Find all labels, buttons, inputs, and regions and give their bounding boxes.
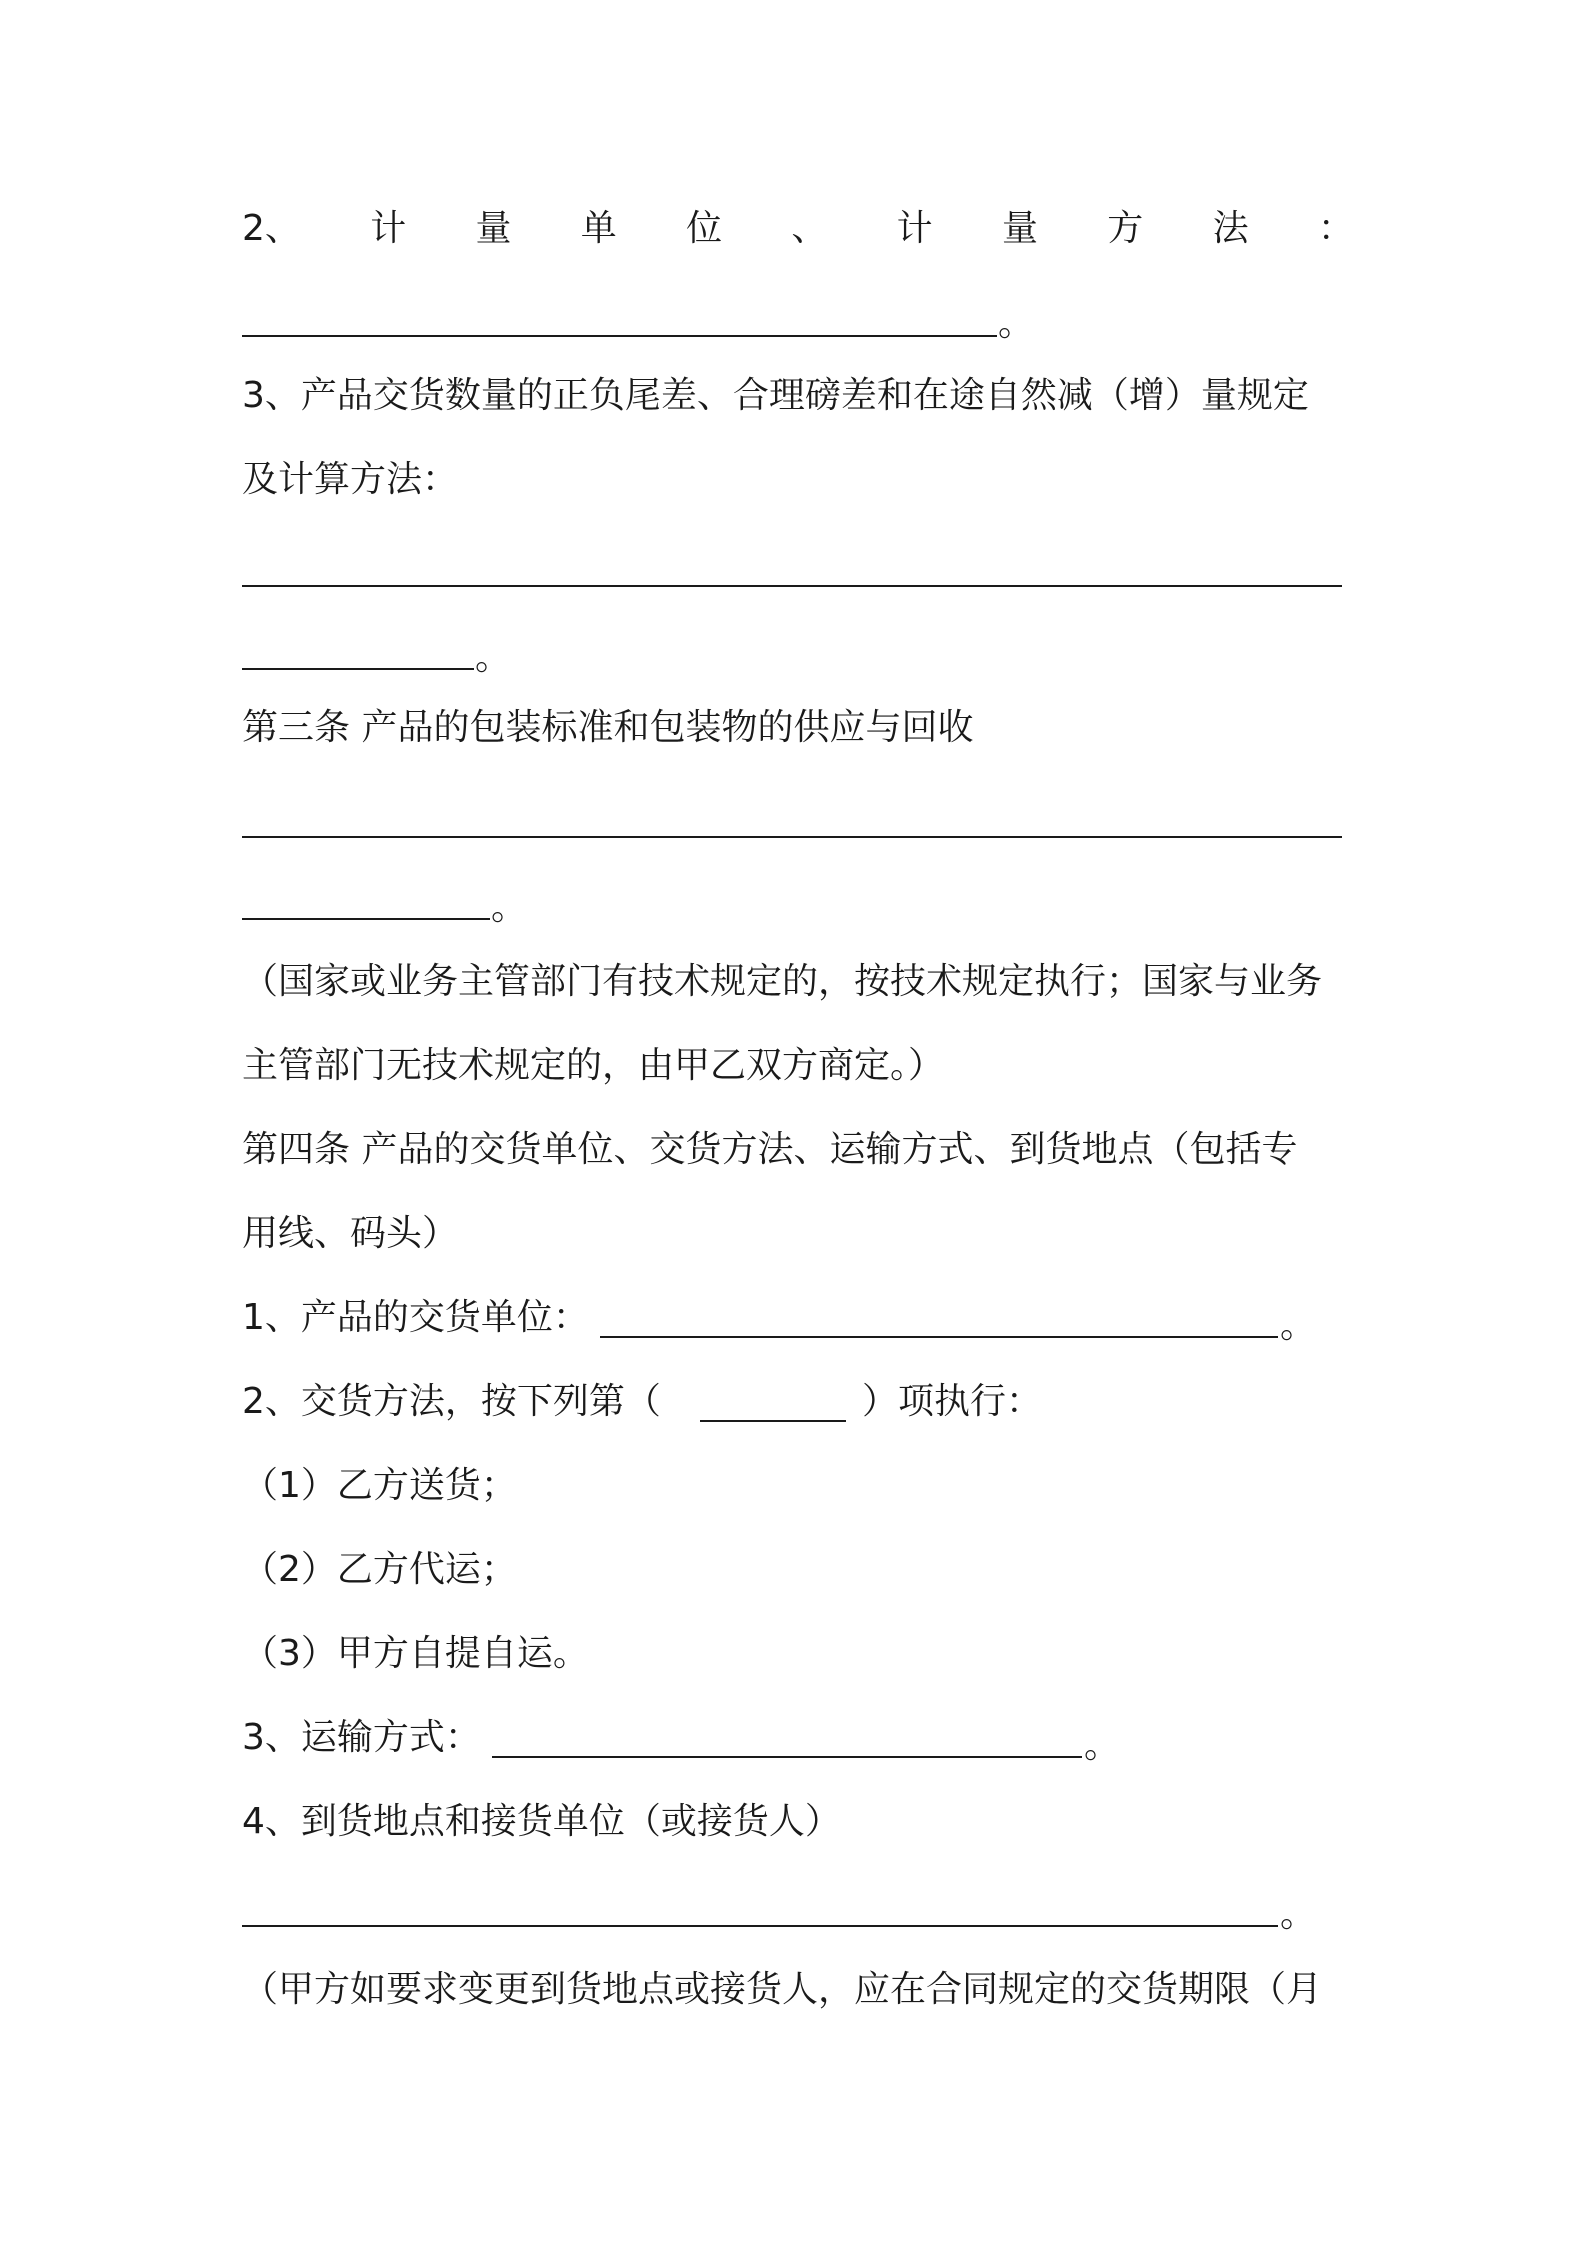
article-4-heading-line-1: 第四条 产品的交货单位、交货方法、运输方式、到货地点（包括专 (242, 1129, 1298, 1170)
heading-char: 位 (686, 208, 723, 249)
delivery-unit-label: 1、产品的交货单位： (242, 1297, 589, 1338)
packaging-note-line-2: 主管部门无技术规定的，由甲乙双方商定。） (242, 1045, 945, 1086)
heading-char: 量 (475, 208, 512, 249)
delivery-option-3: （3）甲方自提自运。 (242, 1633, 589, 1674)
article-4-heading-line-2: 用线、码头） (242, 1213, 459, 1254)
heading-char: 、 (791, 208, 828, 249)
measurement-method-blank[interactable] (242, 335, 997, 337)
period: 。 (1280, 1305, 1317, 1346)
calculation-method-label: 及计算方法： (242, 459, 459, 500)
change-destination-note: （甲方如要求变更到货地点或接货人，应在合同规定的交货期限（月 (242, 1969, 1323, 2010)
transport-method-label: 3、运输方式： (242, 1717, 481, 1758)
article-3-heading: 第三条 产品的包装标准和包装物的供应与回收 (242, 707, 974, 748)
heading-char: 方 (1107, 208, 1144, 249)
period: 。 (1280, 1894, 1317, 1935)
quantity-tolerance-text: 3、产品交货数量的正负尾差、合理磅差和在途自然减（增）量规定 (242, 375, 1309, 416)
delivery-option-2: （2）乙方代运； (242, 1549, 517, 1590)
delivery-option-1: （1）乙方送货； (242, 1465, 517, 1506)
destination-label: 4、到货地点和接货单位（或接货人） (242, 1801, 841, 1842)
measurement-unit-heading (242, 205, 1354, 253)
heading-char: 计 (896, 208, 933, 249)
heading-char: 计 (370, 208, 407, 249)
packaging-blank-2[interactable] (242, 918, 490, 920)
heading-char: 法 (1212, 208, 1249, 249)
packaging-note-line-1: （国家或业务主管部门有技术规定的，按技术规定执行；国家与业务 (242, 961, 1323, 1002)
period: 。 (1084, 1725, 1121, 1766)
packaging-blank-1[interactable] (242, 836, 1342, 838)
delivery-unit-blank[interactable] (600, 1336, 1278, 1338)
calculation-blank-2[interactable] (242, 668, 474, 670)
heading-char: 单 (580, 208, 617, 249)
heading-char: ： (1317, 208, 1354, 249)
delivery-method-option-blank[interactable] (700, 1420, 846, 1422)
heading-char: 量 (1001, 208, 1038, 249)
period: 。 (491, 887, 528, 928)
delivery-method-label: 2、交货方法，按下列第（ (242, 1381, 661, 1422)
destination-blank[interactable] (242, 1925, 1278, 1927)
heading-char: 2、 (242, 208, 301, 249)
calculation-blank-1[interactable] (242, 585, 1342, 587)
transport-method-blank[interactable] (492, 1756, 1082, 1758)
period: 。 (475, 637, 512, 678)
period: 。 (998, 303, 1035, 344)
delivery-method-suffix: ）项执行： (862, 1381, 1043, 1422)
